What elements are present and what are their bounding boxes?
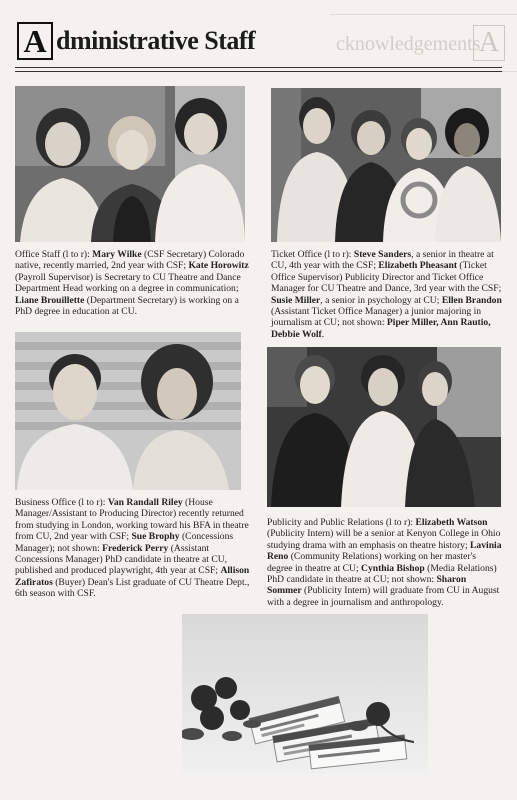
neighbor-page-initial: A [473,25,505,61]
staff-name: Van Randall Riley [107,497,183,508]
staff-description: (Department Secretary) is working on a PhD degree in education at CU. [15,294,239,318]
staff-name: Kate Horowitz [188,260,249,272]
caption-intro: Publicity and Public Relations (l to r): [267,517,416,528]
neighbor-page-header [330,14,517,72]
publicity-photo [267,347,501,507]
staff-name: Susie Miller [271,294,321,306]
staff-description: , a senior in psychology at CU; [320,294,442,306]
staff-description: (Publicity Intern) will be a senior at Kenyon College in Ohio studying drama with an emphasis on theatre history; [267,528,501,551]
page-title: dministrative Staff [56,26,256,55]
header-rule-secondary [15,71,502,72]
staff-description: (Assistant Concessions Manager) PhD candidate in theatre at CU, published and produced playwright, 4th year at CSF; [15,542,228,577]
staff-name: Liane Brouillette [15,294,85,306]
roses-and-tickets-photo [182,614,428,774]
business-office-caption [15,497,255,600]
staff-name: Cynthia Bishop [361,562,425,574]
staff-name: Ellen Brandon [441,294,502,306]
staff-description: . [321,328,325,340]
caption-intro: Ticket Office (l to r): [271,249,354,260]
caption-intro: Business Office (l to r): [15,497,108,508]
staff-name: Allison Zafiratos [15,565,250,588]
staff-name: Frederick Perry [102,542,169,554]
staff-description: (Community Relations) working on her master's degree in theatre at CU; [267,551,477,574]
staff-description: (CSF Secretary) Colorado native, recently married, 2nd year with CSF; [15,249,245,272]
staff-name: Steve Sanders [353,249,412,260]
ticket-office-photo [271,88,501,242]
staff-description: (Buyer) Dean's List graduate of CU Theatre Dept., 6th season with CSF. [15,576,250,600]
header-rule [15,67,502,68]
staff-description: (Publicity Intern) will graduate from CU in August with a degree in journalism and anthropology. [267,585,500,608]
staff-description: (Ticket Office Supervisor) Publicity Director and Ticket Office Manager for CU Theatre and Dance, 3rd year with the CSF; [271,260,502,295]
caption-intro: Office Staff (l to r): [15,249,93,260]
neighbor-page-title: cknowledgements [336,33,481,55]
office-staff-photo [15,86,245,242]
page-header [17,18,255,64]
staff-name: Piper Miller, Ann Rautio, Debbie Wolf [271,317,491,340]
staff-name: Lavinia Reno [267,539,502,563]
drop-cap: A [17,22,53,60]
office-staff-caption [15,249,255,317]
business-office-photo [15,332,241,490]
staff-description: (Assistant Ticket Office Manager) a junior majoring in journalism at CU; not shown: [271,306,482,329]
ticket-office-caption [271,249,503,340]
publicity-caption [267,517,503,608]
staff-name: Elizabeth Watson [415,517,488,528]
staff-name: Mary Wilke [92,249,142,260]
staff-description: (Payroll Supervisor) is Secretary to CU Theatre and Dance Department Head working on a degree in communication; [15,271,241,295]
staff-description: , a senior in theatre at CU, 4th year with the CSF; [271,249,494,272]
staff-name: Sue Brophy [131,531,180,543]
staff-name: Elizabeth Pheasant [378,260,458,272]
staff-description: (Media Relations) PhD candidate in theatre at CU; not shown: [267,562,497,586]
staff-description: (Concessions Manager); not shown: [15,531,234,554]
staff-name: Sharon Sommer [267,574,467,597]
staff-description: (House Manager/Assistant to Producing Director) recently returned from studying in London, working toward his BFA in theatre from CU, 2nd year with CSF; [15,497,249,543]
